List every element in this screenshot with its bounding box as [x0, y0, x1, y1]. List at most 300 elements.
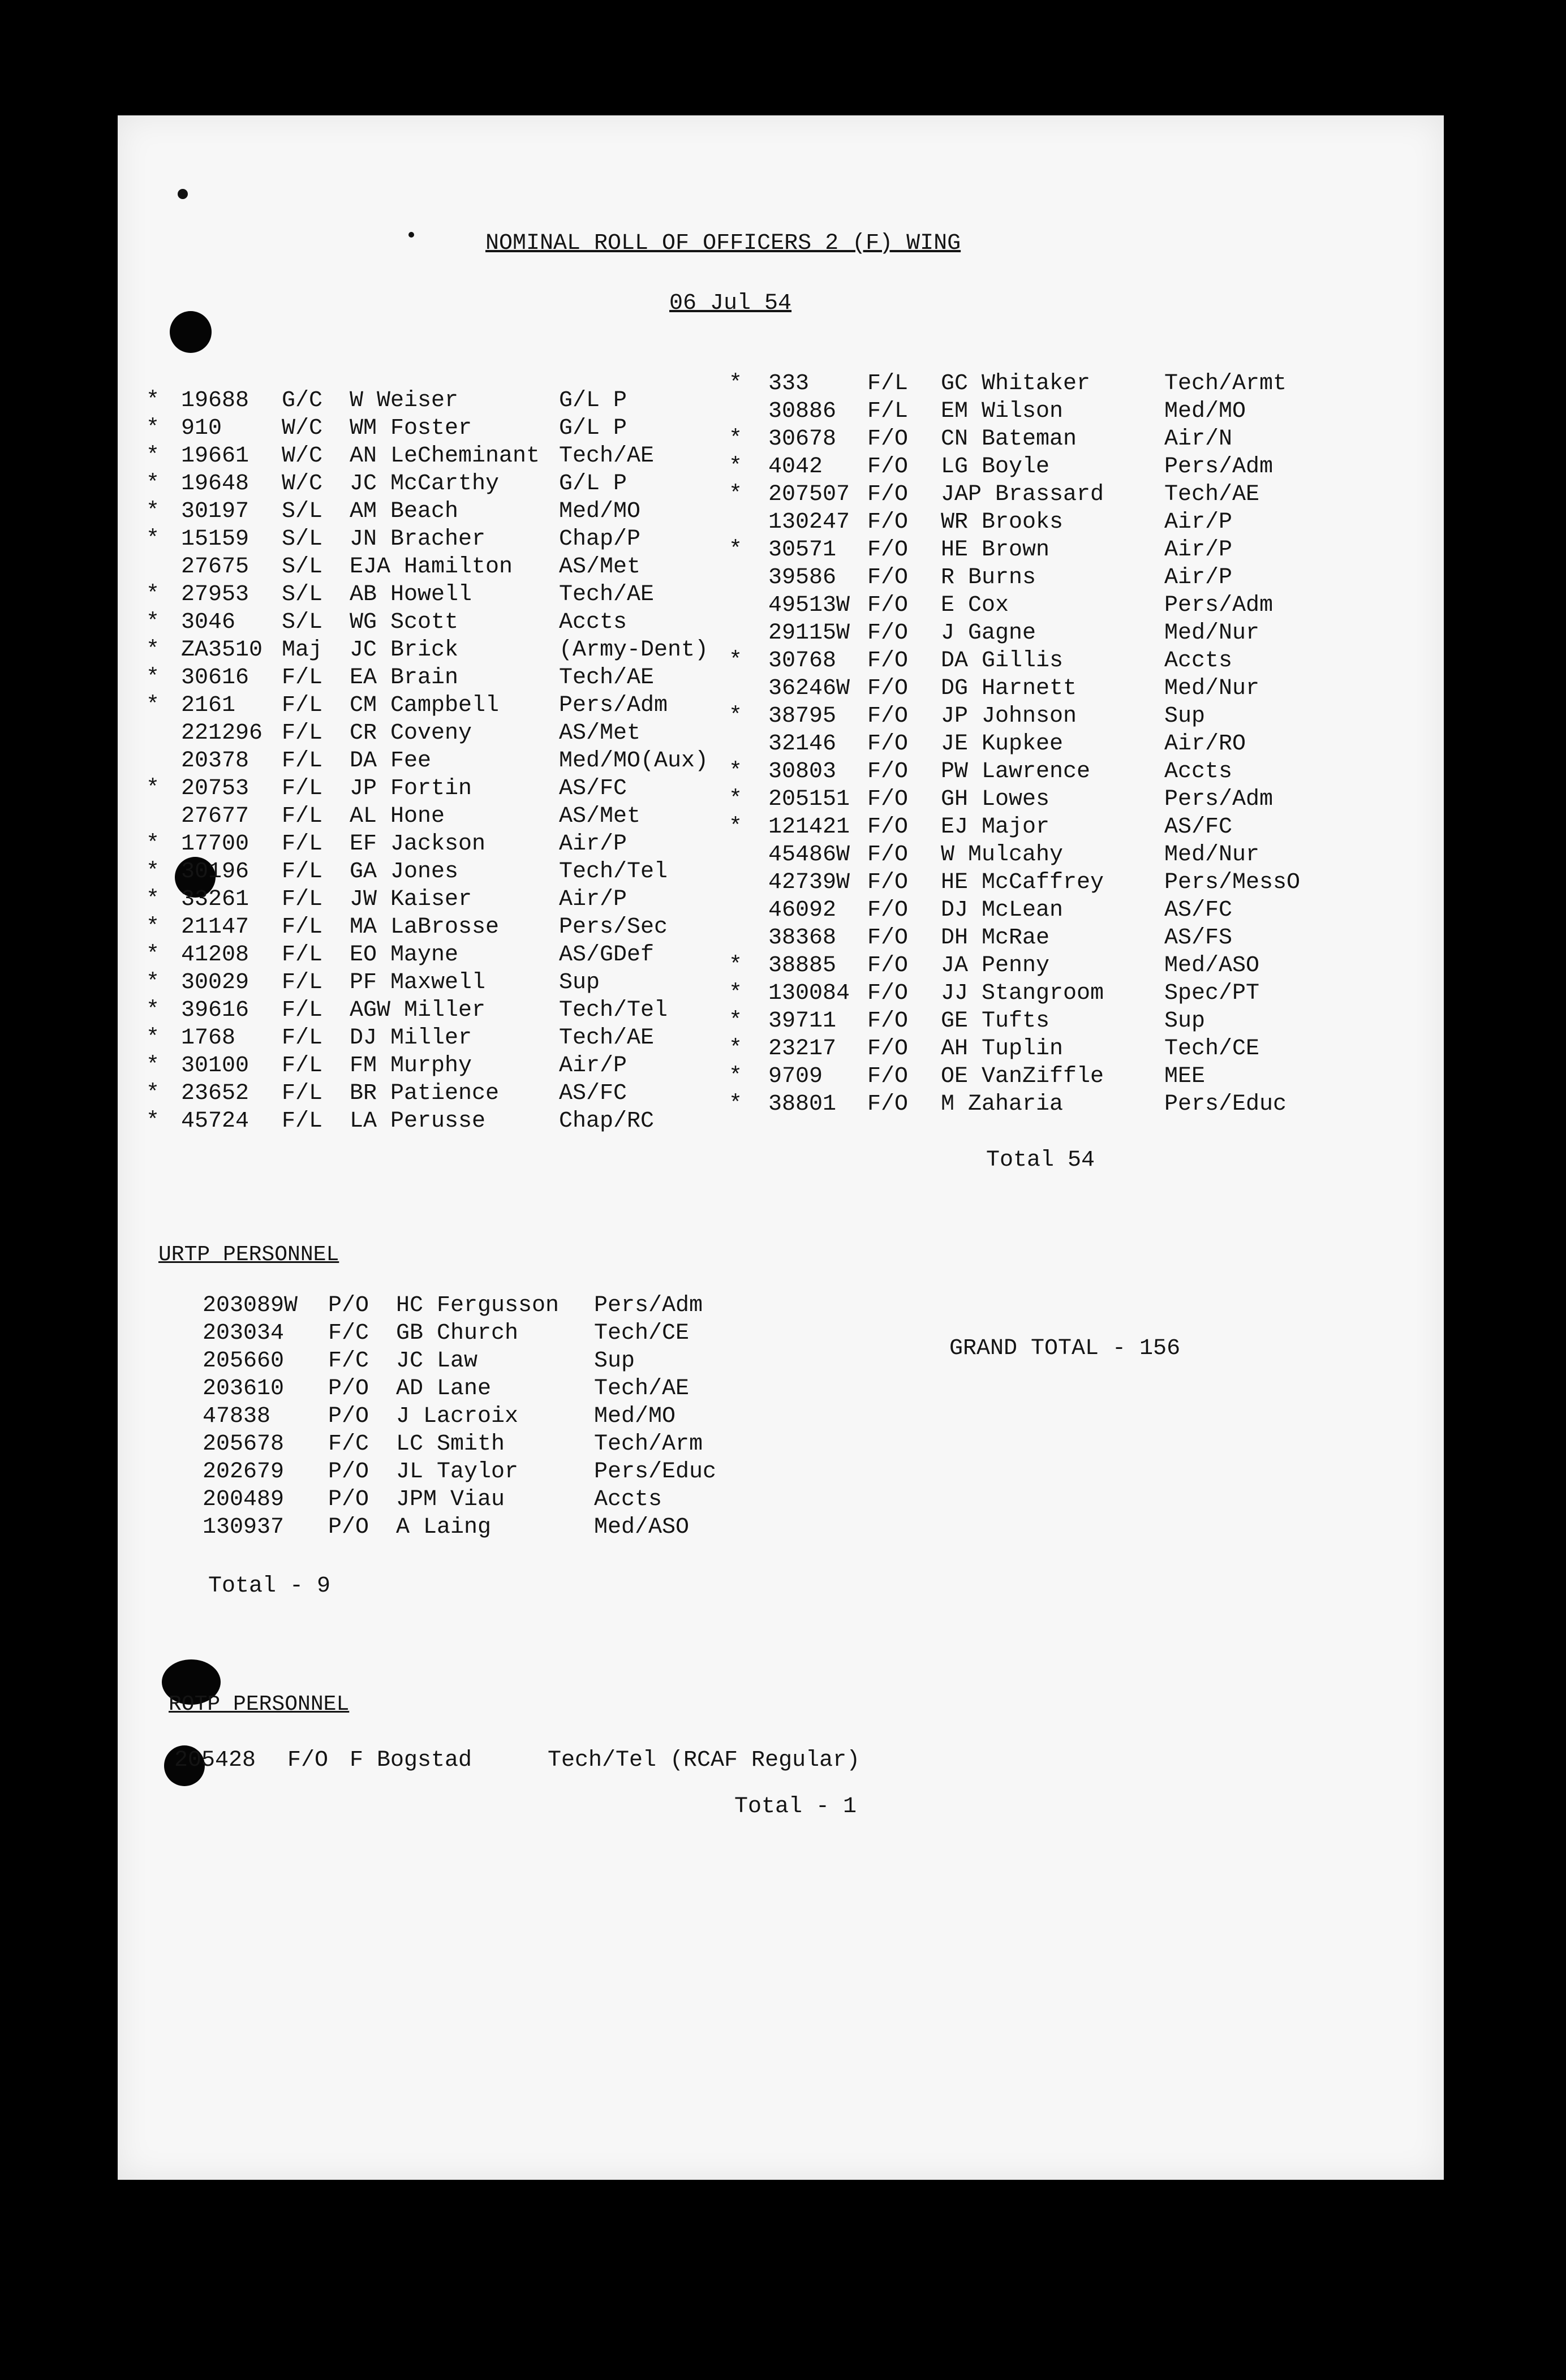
rank: F/O	[867, 593, 909, 618]
rank: S/L	[282, 554, 323, 580]
officer-name: DA Gillis	[941, 648, 1064, 674]
branch: AS/FC	[559, 776, 627, 801]
rank: F/L	[282, 776, 323, 801]
branch: AS/FC	[1164, 898, 1233, 923]
star-marker: *	[146, 970, 160, 995]
officer-row	[146, 1107, 740, 1135]
officer-name: JL Taylor	[396, 1459, 519, 1485]
officer-row	[729, 370, 1419, 398]
rank: F/L	[282, 1081, 323, 1106]
rank: F/L	[282, 693, 323, 718]
service-number: 38368	[768, 925, 837, 951]
rank: F/L	[282, 1053, 323, 1079]
punch-hole	[170, 311, 212, 353]
star-marker: *	[729, 1008, 743, 1034]
ink-speck	[178, 189, 188, 199]
branch: Pers/Educ	[1164, 1092, 1287, 1117]
officer-row	[729, 952, 1419, 980]
rank: F/L	[867, 371, 909, 396]
officer-name: JP Fortin	[350, 776, 472, 801]
rank: F/O	[867, 1092, 909, 1117]
star-marker: *	[146, 998, 160, 1023]
service-number: 2161	[181, 693, 236, 718]
branch: Med/MO	[559, 499, 641, 524]
branch: AS/Met	[559, 554, 641, 580]
branch: Med/Nur	[1164, 842, 1260, 868]
rank: F/O	[867, 898, 909, 923]
officer-name: J Gagne	[941, 620, 1036, 646]
officer-name: AN LeCheminant	[350, 443, 540, 469]
rank: F/L	[282, 831, 323, 857]
rank: S/L	[282, 527, 323, 552]
officer-name: AH Tuplin	[941, 1036, 1064, 1062]
rank: F/L	[282, 998, 323, 1023]
service-number: 39616	[181, 998, 249, 1023]
branch: AS/Met	[559, 804, 641, 829]
rank: F/C	[328, 1321, 369, 1346]
branch: Sup	[1164, 704, 1206, 729]
officer-name: JP Johnson	[941, 704, 1077, 729]
branch: Air/P	[559, 1053, 627, 1079]
officer-name: CN Bateman	[941, 426, 1077, 452]
officer-name: W Weiser	[350, 388, 459, 413]
service-number: 130247	[768, 510, 850, 535]
officer-name: HE McCaffrey	[941, 870, 1104, 895]
service-number: 17700	[181, 831, 249, 857]
star-marker: *	[146, 471, 160, 497]
branch: AS/FS	[1164, 925, 1233, 951]
branch: Tech/Tel	[559, 998, 668, 1023]
service-number: 4042	[768, 454, 823, 480]
officer-row	[146, 941, 740, 969]
rank: Maj	[282, 637, 323, 663]
branch: Tech/CE	[594, 1321, 690, 1346]
rank: F/O	[867, 648, 909, 674]
officer-row	[146, 747, 740, 775]
branch: Tech/Tel	[559, 859, 668, 885]
service-number: 20378	[181, 748, 249, 774]
rank: F/L	[867, 399, 909, 424]
branch: AS/FC	[559, 1081, 627, 1106]
star-marker: *	[729, 371, 743, 396]
officer-row	[146, 415, 740, 442]
branch: Pers/MessO	[1164, 870, 1301, 895]
officer-name: R Burns	[941, 565, 1036, 590]
branch: (Army-Dent)	[559, 637, 709, 663]
officer-row	[146, 470, 740, 498]
branch: Tech/Arm	[594, 1432, 703, 1457]
officer-row	[729, 1035, 1419, 1063]
star-marker: *	[729, 426, 743, 452]
officer-name: M Zaharia	[941, 1092, 1064, 1117]
service-number: 39711	[768, 1008, 837, 1034]
service-number: 30886	[768, 399, 837, 424]
rank: F/O	[867, 1036, 909, 1062]
officer-row	[729, 592, 1419, 619]
branch: G/L P	[559, 471, 627, 497]
officer-row	[729, 619, 1419, 647]
service-number: 30571	[768, 537, 837, 563]
officer-name: CR Coveny	[350, 721, 472, 746]
officer-name: HE Brown	[941, 537, 1050, 563]
officer-name: GC Whitaker	[941, 371, 1091, 396]
rank: S/L	[282, 582, 323, 607]
service-number: 30803	[768, 759, 837, 784]
rank: F/L	[282, 721, 323, 746]
branch: Spec/PT	[1164, 981, 1260, 1006]
officer-name: LC Smith	[396, 1432, 505, 1457]
branch: Air/P	[1164, 510, 1233, 535]
star-marker: *	[729, 648, 743, 674]
rank: F/L	[282, 887, 323, 912]
officer-name: JN Bracher	[350, 527, 486, 552]
rank: F/L	[282, 804, 323, 829]
rank: W/C	[282, 416, 323, 441]
service-number: 203089W	[203, 1293, 298, 1318]
rank: P/O	[328, 1376, 369, 1402]
rank: P/O	[328, 1459, 369, 1485]
service-number: 221296	[181, 721, 263, 746]
urtp-row	[203, 1320, 768, 1347]
service-number: 30100	[181, 1053, 249, 1079]
branch: Med/Nur	[1164, 620, 1260, 646]
branch: Pers/Adm	[559, 693, 668, 718]
star-marker: *	[146, 610, 160, 635]
rank: F/O	[867, 842, 909, 868]
officer-row	[146, 387, 740, 415]
rank: F/L	[282, 748, 323, 774]
service-number: 30197	[181, 499, 249, 524]
rank: F/C	[328, 1348, 369, 1374]
branch: Sup	[1164, 1008, 1206, 1034]
officer-name: JE Kupkee	[941, 731, 1064, 757]
service-number: 45486W	[768, 842, 850, 868]
star-marker: *	[729, 981, 743, 1006]
officer-name: LG Boyle	[941, 454, 1050, 480]
document-date: 06 Jul 54	[669, 291, 792, 316]
star-marker: *	[146, 416, 160, 441]
star-marker: *	[146, 665, 160, 691]
officers-left-list	[146, 387, 743, 1135]
rank: F/O	[867, 1064, 909, 1089]
service-number: 333	[768, 371, 810, 396]
rotp-list	[174, 1747, 1079, 1774]
service-number: 30196	[181, 859, 249, 885]
service-number: 23217	[768, 1036, 837, 1062]
branch: Pers/Sec	[559, 915, 668, 940]
branch: Accts	[559, 610, 627, 635]
officer-name: AD Lane	[396, 1376, 492, 1402]
officer-name: LA Perusse	[350, 1109, 486, 1134]
rank: F/O	[867, 537, 909, 563]
service-number: ZA3510	[181, 637, 263, 663]
officer-name: AB Howell	[350, 582, 472, 607]
service-number: 202679	[203, 1459, 285, 1485]
service-number: 33261	[181, 887, 249, 912]
service-number: 30029	[181, 970, 249, 995]
rank: P/O	[328, 1293, 369, 1318]
rank: F/O	[867, 676, 909, 701]
officer-name: EO Mayne	[350, 942, 459, 968]
branch: G/L P	[559, 388, 627, 413]
officer-row	[729, 924, 1419, 952]
officer-row	[729, 675, 1419, 702]
rank: F/L	[282, 859, 323, 885]
rank: S/L	[282, 610, 323, 635]
rank: S/L	[282, 499, 323, 524]
service-number: 42739W	[768, 870, 850, 895]
branch: Air/P	[1164, 565, 1233, 590]
officer-name: PW Lawrence	[941, 759, 1091, 784]
officer-name: AM Beach	[350, 499, 459, 524]
star-marker: *	[146, 1025, 160, 1051]
service-number: 19661	[181, 443, 249, 469]
service-number: 121421	[768, 814, 850, 840]
urtp-row	[203, 1375, 768, 1403]
urtp-row	[203, 1514, 768, 1541]
service-number: 9709	[768, 1064, 823, 1089]
star-marker: *	[146, 499, 160, 524]
star-marker: *	[729, 814, 743, 840]
star-marker: *	[146, 388, 160, 413]
branch: AS/GDef	[559, 942, 655, 968]
star-marker: *	[146, 693, 160, 718]
rank: P/O	[328, 1487, 369, 1512]
branch: Tech/CE	[1164, 1036, 1260, 1062]
officer-row	[146, 442, 740, 470]
document-page	[118, 115, 1444, 2180]
officer-row	[729, 702, 1419, 730]
branch: Tech/AE	[559, 665, 655, 691]
officer-name: EF Jackson	[350, 831, 486, 857]
service-number: 36246W	[768, 676, 850, 701]
officer-name: E Cox	[941, 593, 1009, 618]
officer-row	[729, 481, 1419, 508]
officer-name: JAP Brassard	[941, 482, 1104, 507]
star-marker: *	[146, 887, 160, 912]
service-number: 3046	[181, 610, 236, 635]
service-number: 1768	[181, 1025, 236, 1051]
service-number: 30678	[768, 426, 837, 452]
star-marker: *	[146, 582, 160, 607]
officer-row	[729, 786, 1419, 813]
officer-row	[729, 536, 1419, 564]
officer-name: F Bogstad	[350, 1748, 472, 1773]
rank: F/O	[867, 759, 909, 784]
star-marker: *	[146, 831, 160, 857]
star-marker: *	[729, 482, 743, 507]
branch: AS/FC	[1164, 814, 1233, 840]
branch: Air/P	[559, 887, 627, 912]
officer-row	[146, 609, 740, 636]
service-number: 27953	[181, 582, 249, 607]
service-number: 910	[181, 416, 222, 441]
officer-name: WG Scott	[350, 610, 459, 635]
star-marker: *	[729, 1092, 743, 1117]
officer-name: EJA Hamilton	[350, 554, 513, 580]
officer-row	[729, 980, 1419, 1007]
officer-name: A Laing	[396, 1515, 492, 1540]
branch: Sup	[559, 970, 600, 995]
star-marker: *	[729, 953, 743, 978]
branch: Med/Nur	[1164, 676, 1260, 701]
service-number: 27677	[181, 804, 249, 829]
urtp-row	[203, 1347, 768, 1375]
star-marker: *	[729, 454, 743, 480]
urtp-list	[203, 1292, 768, 1541]
service-number: 27675	[181, 554, 249, 580]
service-number: 205151	[768, 787, 850, 812]
officer-name: AL Hone	[350, 804, 445, 829]
officer-row	[146, 581, 740, 609]
officer-row	[729, 398, 1419, 425]
officer-row	[729, 869, 1419, 896]
rank: F/O	[867, 814, 909, 840]
officer-row	[146, 498, 740, 525]
service-number: 203610	[203, 1376, 285, 1402]
branch: Accts	[1164, 759, 1233, 784]
service-number: 21147	[181, 915, 249, 940]
officer-row	[146, 719, 740, 747]
officer-row	[146, 775, 740, 803]
officer-row	[729, 564, 1419, 592]
branch: Air/P	[559, 831, 627, 857]
service-number: 19688	[181, 388, 249, 413]
service-number: 47838	[203, 1404, 271, 1429]
rank: F/L	[282, 1109, 323, 1134]
officer-name: DA Fee	[350, 748, 432, 774]
branch: Accts	[1164, 648, 1233, 674]
officer-name: JPM Viau	[396, 1487, 505, 1512]
urtp-row	[203, 1292, 768, 1320]
branch: Pers/Adm	[1164, 593, 1274, 618]
officer-row	[146, 969, 740, 997]
rank: W/C	[282, 443, 323, 469]
urtp-row	[203, 1458, 768, 1486]
service-number: 46092	[768, 898, 837, 923]
star-marker: *	[729, 759, 743, 784]
officer-name: JA Penny	[941, 953, 1050, 978]
rank: F/O	[867, 426, 909, 452]
officer-name: OE VanZiffle	[941, 1064, 1104, 1089]
service-number: 38801	[768, 1092, 837, 1117]
rank: F/O	[867, 1008, 909, 1034]
officer-row	[729, 758, 1419, 786]
rank: F/L	[282, 915, 323, 940]
branch: Med/MO	[594, 1404, 676, 1429]
star-marker: *	[146, 942, 160, 968]
officer-name: JC Law	[396, 1348, 478, 1374]
urtp-row	[203, 1486, 768, 1514]
service-number: 39586	[768, 565, 837, 590]
service-number: 45724	[181, 1109, 249, 1134]
star-marker: *	[729, 1064, 743, 1089]
rank: F/O	[867, 704, 909, 729]
star-marker: *	[146, 527, 160, 552]
rank: F/L	[282, 942, 323, 968]
officer-row	[729, 841, 1419, 869]
rank: F/O	[867, 454, 909, 480]
officer-row	[146, 525, 740, 553]
officer-row	[729, 508, 1419, 536]
star-marker: *	[729, 1036, 743, 1062]
officer-row	[146, 636, 740, 664]
officer-row	[146, 664, 740, 692]
rank: F/O	[867, 620, 909, 646]
branch: Tech/AE	[594, 1376, 690, 1402]
star-marker: *	[729, 537, 743, 563]
officer-name: J Lacroix	[396, 1404, 519, 1429]
officer-row	[146, 997, 740, 1024]
rank: F/O	[867, 981, 909, 1006]
officer-row	[146, 803, 740, 830]
service-number: 49513W	[768, 593, 850, 618]
service-number: 205660	[203, 1348, 285, 1374]
service-number: 15159	[181, 527, 249, 552]
service-number: 23652	[181, 1081, 249, 1106]
rank: F/O	[867, 787, 909, 812]
officer-name: CM Campbell	[350, 693, 500, 718]
officer-row	[729, 1063, 1419, 1090]
service-number: 205678	[203, 1432, 285, 1457]
officer-row	[729, 425, 1419, 453]
officer-row	[146, 553, 740, 581]
branch: AS/Met	[559, 721, 641, 746]
star-marker: *	[146, 859, 160, 885]
officers-total: Total 54	[986, 1148, 1095, 1173]
officer-name: DJ Miller	[350, 1025, 472, 1051]
officer-name: JC McCarthy	[350, 471, 500, 497]
rank: F/O	[867, 731, 909, 757]
officer-row	[729, 1090, 1419, 1118]
star-marker: *	[146, 776, 160, 801]
officer-name: WR Brooks	[941, 510, 1064, 535]
officer-name: GA Jones	[350, 859, 459, 885]
branch: Chap/P	[559, 527, 641, 552]
star-marker: *	[146, 637, 160, 663]
branch: Med/ASO	[1164, 953, 1260, 978]
rank: F/O	[867, 925, 909, 951]
officer-name: JC Brick	[350, 637, 459, 663]
rank: P/O	[328, 1404, 369, 1429]
branch: Air/N	[1164, 426, 1233, 452]
branch: Med/ASO	[594, 1515, 690, 1540]
rank: W/C	[282, 471, 323, 497]
officer-row	[729, 453, 1419, 481]
branch: Tech/Armt	[1164, 371, 1287, 396]
branch: Pers/Educ	[594, 1459, 717, 1485]
service-number: 19648	[181, 471, 249, 497]
service-number: 130937	[203, 1515, 285, 1540]
officer-name: HC Fergusson	[396, 1293, 560, 1318]
service-number: 29115W	[768, 620, 850, 646]
officer-name: DG Harnett	[941, 676, 1077, 701]
urtp-heading: URTP PERSONNEL	[158, 1243, 339, 1267]
officer-name: MA LaBrosse	[350, 915, 500, 940]
branch: Chap/RC	[559, 1109, 655, 1134]
urtp-total: Total - 9	[208, 1573, 331, 1599]
officer-name: PF Maxwell	[350, 970, 486, 995]
branch: Tech/AE	[559, 443, 655, 469]
star-marker: *	[146, 1053, 160, 1079]
officer-name: W Mulcahy	[941, 842, 1064, 868]
page-title: NOMINAL ROLL OF OFFICERS 2 (F) WING	[485, 231, 961, 256]
officer-row	[146, 1052, 740, 1080]
star-marker: *	[146, 1081, 160, 1106]
branch: Pers/Adm	[1164, 454, 1274, 480]
rank: F/O	[867, 482, 909, 507]
officer-name: GB Church	[396, 1321, 519, 1346]
